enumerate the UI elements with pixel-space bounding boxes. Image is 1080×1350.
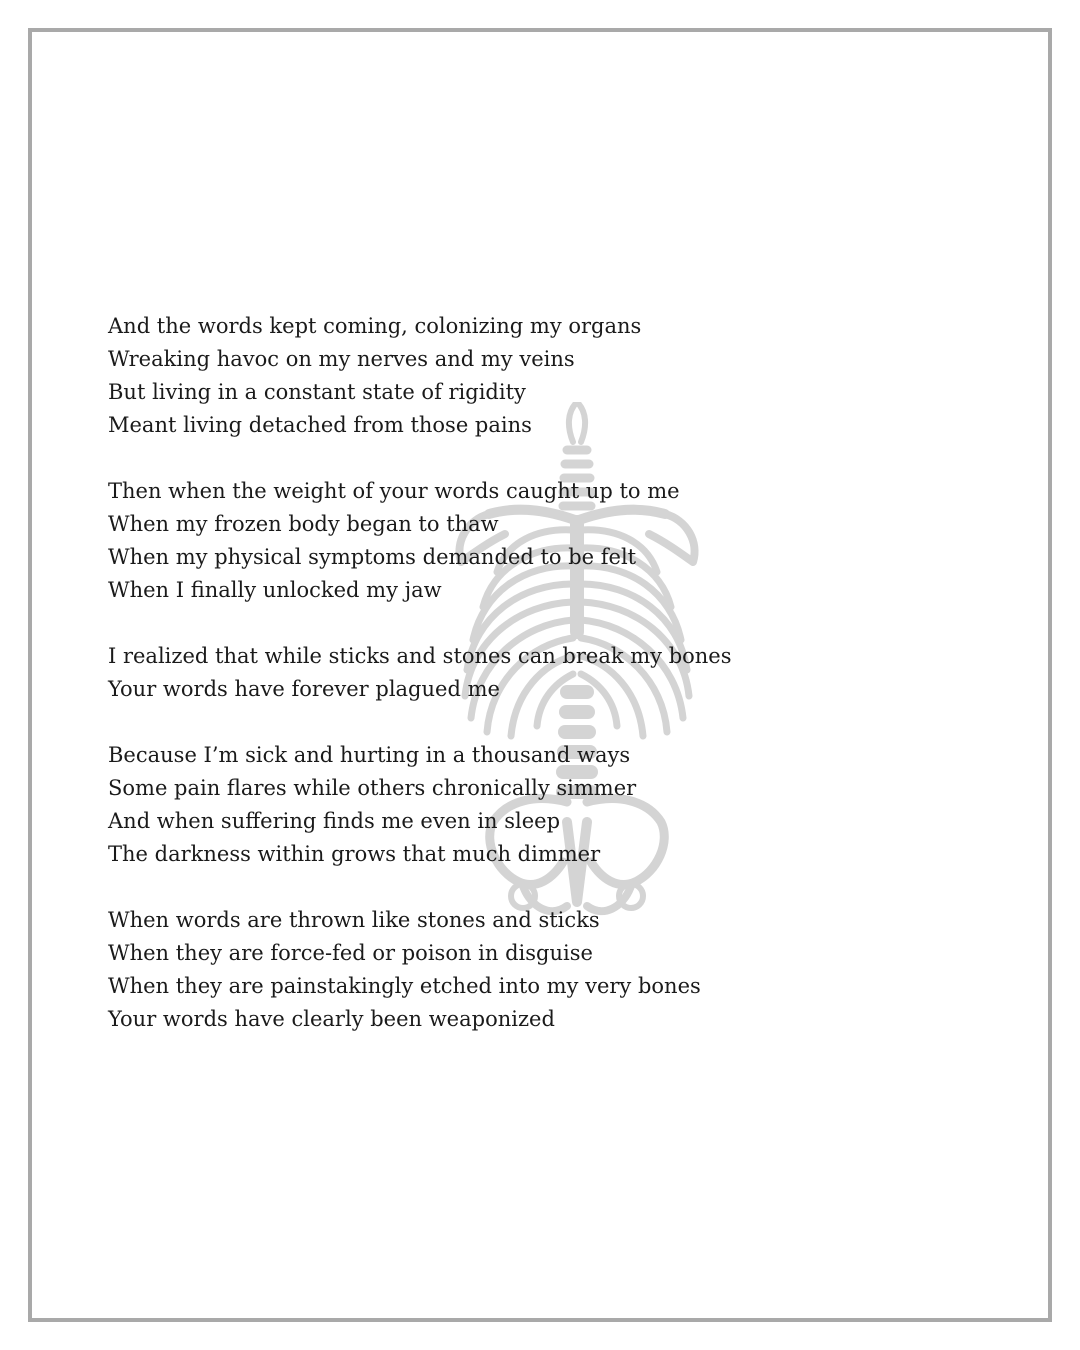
poem-line: When I finally unlocked my jaw (108, 578, 442, 602)
poem-text (108, 310, 1008, 1069)
poem-line: Some pain flares while others chronically simmer (108, 776, 637, 800)
poem-stanza (108, 475, 1008, 607)
poem-line: When words are thrown like stones and sticks (108, 908, 600, 932)
poem-stanza (108, 739, 1008, 871)
poem-page (28, 28, 1052, 1322)
poem-stanza (108, 310, 1008, 442)
poem-stanza (108, 640, 1008, 706)
poem-line: Your words have clearly been weaponized (108, 1007, 555, 1031)
poem-line: And the words kept coming, colonizing my organs (108, 314, 642, 338)
poem-line: Wreaking havoc on my nerves and my veins (108, 347, 575, 371)
poem-line: When my frozen body began to thaw (108, 512, 499, 536)
poem-line: When they are force-fed or poison in disguise (108, 941, 593, 965)
poem-line: Because I’m sick and hurting in a thousand ways (108, 743, 631, 767)
poem-line: Your words have forever plagued me (108, 677, 500, 701)
poem-line: Then when the weight of your words caught up to me (108, 479, 680, 503)
poem-line: When my physical symptoms demanded to be felt (108, 545, 637, 569)
poem-line: Meant living detached from those pains (108, 413, 532, 437)
poem-line: The darkness within grows that much dimmer (108, 842, 601, 866)
poem-stanza (108, 904, 1008, 1036)
poem-line: When they are painstakingly etched into my very bones (108, 974, 701, 998)
poem-line: And when suffering finds me even in sleep (108, 809, 561, 833)
poem-line: But living in a constant state of rigidity (108, 380, 526, 404)
poem-line: I realized that while sticks and stones can break my bones (108, 644, 732, 668)
